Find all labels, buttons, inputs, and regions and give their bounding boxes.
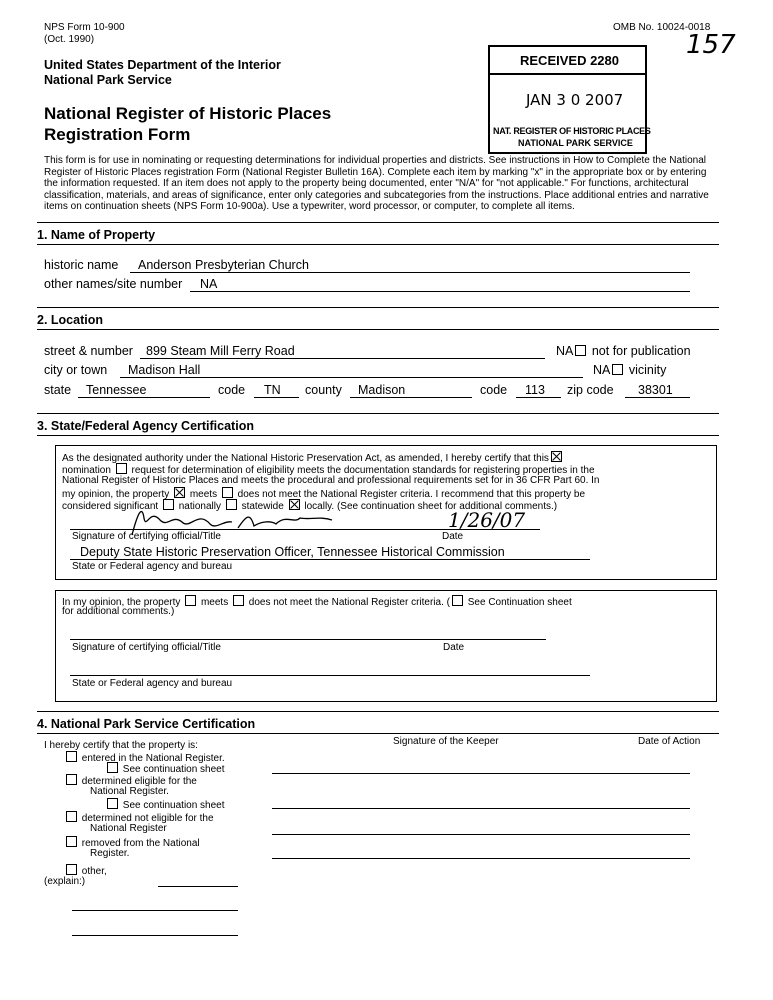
na-label: NA [593, 363, 611, 377]
zip-field[interactable]: 38301 [638, 383, 673, 397]
cert-line-d: my opinion, the property meets does not meet the National Register criteria. I recommend that this property be [62, 489, 586, 500]
eligible-continuation-checkbox[interactable] [107, 798, 118, 809]
street-field[interactable]: 899 Steam Mill Ferry Road [146, 344, 295, 358]
cert-line-c: National Register of Historic Places and meets the procedural and professional requirements set for in 36 CFR Part 60. In [62, 475, 600, 486]
county-field[interactable]: Madison [358, 383, 406, 397]
keeper-signature-label: Signature of the Keeper [393, 736, 499, 747]
page-title-line2: Registration Form [44, 125, 191, 144]
does-not-meet-checkbox[interactable] [222, 487, 233, 498]
date-of-action-label: Date of Action [638, 736, 701, 747]
city-field[interactable]: Madison Hall [128, 363, 201, 377]
option-entered: entered in the National Register. [64, 751, 225, 764]
box2-line1: In my opinion, the property meets does not meet the National Register criteria. ( See Continuation sheet [62, 597, 572, 608]
na-vicinity [593, 363, 666, 377]
box2-agency-label: State or Federal agency and bureau [72, 678, 233, 689]
option-not-eligible: determined not eligible for the [64, 811, 214, 824]
state-code-field[interactable]: TN [264, 383, 281, 397]
option-not-eligible-line2: National Register [90, 823, 167, 834]
stamp-line1: NAT. REGISTER OF HISTORIC PLACES [493, 126, 651, 136]
section1-heading: 1. Name of Property [37, 228, 156, 242]
page-title-line1: National Register of Historic Places [44, 104, 332, 123]
stamp-date: JAN 3 0 2007 [526, 91, 624, 109]
date-label: Date [442, 531, 464, 542]
stamp-received: RECEIVED 2280 [520, 53, 619, 68]
county-code-field[interactable]: 113 [525, 383, 545, 397]
vicinity-label: vicinity [628, 363, 667, 377]
box2-meets-checkbox[interactable] [185, 595, 196, 606]
not-for-publication-checkbox[interactable] [575, 345, 586, 356]
sig-label: Signature of certifying official/Title [72, 531, 221, 542]
na-publication [556, 344, 691, 358]
box2-date-label: Date [443, 642, 465, 653]
signature-date: 1/26/07 [448, 508, 526, 532]
eligible-checkbox[interactable] [66, 774, 77, 785]
county-code-label: code [480, 383, 508, 397]
historic-name-label: historic name [44, 258, 119, 272]
meets-checkbox[interactable] [174, 487, 185, 498]
omb-number: OMB No. 10024-0018 [613, 22, 711, 33]
option-eligible: determined eligible for the [64, 774, 197, 787]
received-stamp [488, 45, 651, 154]
state-code-label: code [218, 383, 246, 397]
not-for-publication-label: not for publication [591, 344, 691, 358]
state-field[interactable]: Tennessee [86, 383, 147, 397]
cert-line-a: As the designated authority under the National Historic Preservation Act, as amended, I hereby certify that this [62, 451, 564, 464]
stamp-line2: NATIONAL PARK SERVICE [518, 138, 633, 148]
nps-cert-intro: I hereby certify that the property is: [44, 740, 198, 751]
box2-continuation-checkbox[interactable] [452, 595, 463, 606]
handwritten-number: 157 [686, 30, 736, 60]
service: National Park Service [44, 73, 172, 87]
nomination-checkbox[interactable] [551, 451, 562, 462]
historic-name-field[interactable]: Anderson Presbyterian Church [138, 258, 309, 272]
na-label: NA [556, 344, 574, 358]
option-removed: removed from the National [64, 836, 200, 849]
option-eligible-line2: National Register. [90, 786, 169, 797]
city-label: city or town [44, 363, 108, 377]
section4-heading: 4. National Park Service Certification [37, 717, 256, 731]
box2-sig-label: Signature of certifying official/Title [72, 642, 221, 653]
vicinity-checkbox[interactable] [612, 364, 623, 375]
explain-label: (explain:) [44, 876, 86, 887]
state-label: state [44, 383, 72, 397]
section3-heading: 3. State/Federal Agency Certification [37, 419, 254, 433]
box2-does-not-meet-checkbox[interactable] [233, 595, 244, 606]
department: United States Department of the Interior [44, 58, 281, 72]
intro-instructions: This form is for use in nominating or requesting determinations for individual properties and districts. See instructions in How to Complete the National Register of Historic Places registration Form (National Register Bulletin 16A). Complete each item by marking "x" in the appropriate box or by entering the information requested. If an item does not apply to the property being documented, enter "N/A" for "not applicable." For functions, architectural classification, materials, and areas of significance, enter only categories and subcategories from the instructions. Place additional entries and narrative items on continuation sheets (NPS Form 10-900a). Use a typewriter, word processor, or computer, to complete all items. [44, 155, 709, 212]
form-date: (Oct. 1990) [44, 34, 95, 45]
zip-label: zip code [567, 383, 614, 397]
entered-checkbox[interactable] [66, 751, 77, 762]
other-names-field[interactable]: NA [200, 277, 218, 291]
other-names-label: other names/site number [44, 277, 183, 291]
agency-label: State or Federal agency and bureau [72, 561, 233, 572]
option-removed-line2: Register. [90, 848, 130, 859]
cert-line-e: considered significant nationally statewide locally. (See continuation sheet for additional comments.) [62, 501, 558, 512]
request-checkbox[interactable] [116, 463, 127, 474]
cert-line-b: nomination request for determination of eligibility meets the documentation standards for registering properties in the [62, 465, 595, 476]
street-label: street & number [44, 344, 133, 358]
other-checkbox[interactable] [66, 864, 77, 875]
section2-heading: 2. Location [37, 313, 103, 327]
box2-line2: for additional comments.) [62, 606, 175, 617]
option-eligible-continuation: See continuation sheet [105, 798, 225, 811]
not-eligible-checkbox[interactable] [66, 811, 77, 822]
entered-continuation-checkbox[interactable] [107, 762, 118, 773]
county-label: county [305, 383, 342, 397]
removed-checkbox[interactable] [66, 836, 77, 847]
agency-field[interactable]: Deputy State Historic Preservation Officer, Tennessee Historical Commission [80, 545, 505, 559]
option-other: other, [64, 864, 107, 877]
option-entered-continuation: See continuation sheet [105, 762, 225, 775]
form-number: NPS Form 10-900 [44, 22, 125, 33]
